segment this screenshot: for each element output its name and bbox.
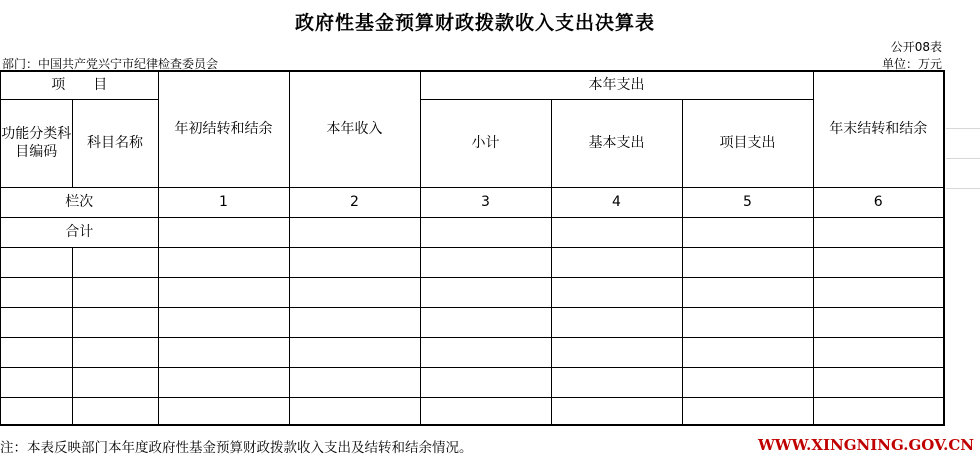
unit-label: 单位：万元	[881, 57, 942, 71]
table-row	[0, 307, 944, 337]
site-watermark: WWW.XINGNING.GOV.CN	[757, 436, 974, 454]
table-row	[0, 247, 944, 277]
header-func-code: 功能分类科目编码	[0, 99, 72, 187]
header-subtotal: 小计	[420, 99, 551, 187]
header-project-expense: 项目支出	[682, 99, 813, 187]
total-label: 合计	[0, 217, 158, 247]
header-expense-group: 本年支出	[420, 71, 813, 99]
total-cell	[813, 217, 944, 247]
total-cell	[289, 217, 420, 247]
table-row	[0, 277, 944, 307]
column-index-1: 1	[158, 187, 289, 217]
header-item: 项 目	[0, 71, 158, 99]
sheet-gridline	[946, 158, 980, 159]
total-cell	[420, 217, 551, 247]
table-row	[0, 397, 944, 425]
total-row	[0, 217, 944, 247]
footnote: 注：本表反映部门本年度政府性基金预算财政拨款收入支出及结转和结余情况。	[0, 440, 473, 456]
header-income: 本年收入	[289, 71, 420, 187]
column-index-2: 2	[289, 187, 420, 217]
sheet-gridline	[946, 128, 980, 129]
column-index-4: 4	[551, 187, 682, 217]
header-subject-name: 科目名称	[72, 99, 158, 187]
column-index-label: 栏次	[0, 187, 158, 217]
department-label: 部门：中国共产党兴宁市纪律检查委员会	[2, 57, 219, 71]
column-index-6: 6	[813, 187, 944, 217]
sheet-gridline	[946, 188, 980, 189]
column-index-row	[0, 187, 944, 217]
page-title: 政府性基金预算财政拨款收入支出决算表	[294, 12, 655, 34]
table-row	[0, 337, 944, 367]
header-begin-balance: 年初结转和结余	[158, 71, 289, 187]
total-cell	[158, 217, 289, 247]
total-cell	[551, 217, 682, 247]
column-index-3: 3	[420, 187, 551, 217]
form-number: 公开08表	[890, 40, 942, 54]
total-cell	[682, 217, 813, 247]
budget-table	[0, 70, 945, 426]
header-end-balance: 年末结转和结余	[813, 71, 944, 187]
column-index-5: 5	[682, 187, 813, 217]
table-row	[0, 367, 944, 397]
header-basic-expense: 基本支出	[551, 99, 682, 187]
